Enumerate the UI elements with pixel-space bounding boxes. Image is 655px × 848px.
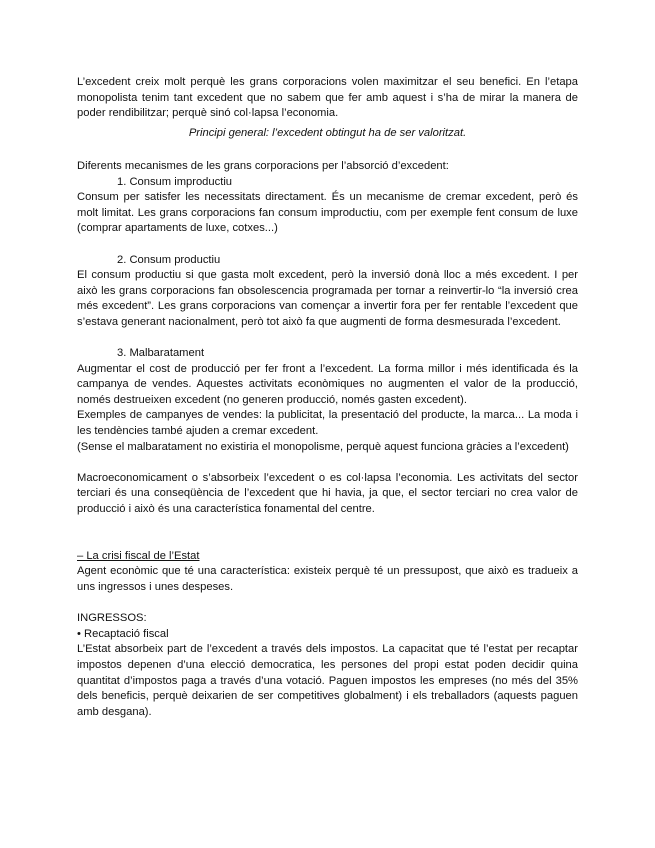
spacer [77,455,578,471]
mechanisms-intro: Diferents mecanismes de les grans corporacions per l’absorció d’excedent: [77,159,449,172]
mechanism-2-text: El consum productiu si que gasta molt excedent, però la inversió donà lloc a més excedent. I per això les grans corporacions fan obsolescencia programada per tornar a reinvertir-lo “la inversió crea més excedent”. Les grans corporacions van començar a invertir fora per fer rentable l’excedent que s’estava generant nacionalment, però tot això fa que augmenti de forma desmesurada l’excedent. [77,269,578,328]
intro-paragraph: L’excedent creix molt perquè les grans corporacions volen maximitzar el seu benefici. En l’etapa monopolista tenim tant excedent que no sabem que fer amb aquest i s’ha de mirar la manera de poder rendibilitzar; perquè sinó col·lapsa l’economia. [77,76,578,120]
mechanism-1-text: Consum per satisfer les necessitats directament. És un mecanisme de cremar excedent, però és molt limitat. Les grans corporacions fan consum improductiu, com per exemple fent consum de luxe (comprar apartaments de luxe, cotxes...) [77,191,578,235]
bullet-fiscal: • Recaptació fiscal [77,627,169,640]
spacer [77,518,578,534]
spacer [77,596,578,612]
spacer [77,331,578,347]
mechanism-3-text-2: Exemples de campanyes de vendes: la publicitat, la presentació del producte, la marca... La moda i les tendències també ajuden a cremar excedent. [77,409,578,438]
section-title: – La crisi fiscal de l’Estat [77,549,200,562]
section-text: Agent econòmic que té una característica: existeix perquè té un pressupost, que això es tradueix a uns ingressos i unes despeses. [77,565,578,593]
spacer [77,533,578,549]
mechanism-3-title: 3. Malbaratament [117,347,205,360]
fiscal-text: L’Estat absorbeix part de l’excedent a través dels impostos. La capacitat que té l’estat per recaptar impostos depenen d’una elecció democratica, les persones del propi estat poden decidir quina quantitat d’impostos paga a través d’una votació. Paguen impostos les empreses (no més del 35% dels beneficis, perquè deixarien de ser competitives globalment) i els treballadors (aquests paguen amb desgana). [77,643,578,718]
mechanism-2-title: 2. Consum productiu [117,253,221,266]
income-heading: INGRESSOS: [77,612,147,625]
mechanism-3-text-3: (Sense el malbaratament no existiria el monopolisme, perquè aquest funciona gràcies a l’excedent) [77,440,569,453]
spacer [77,237,578,253]
document-body [77,75,578,720]
macro-paragraph: Macroeconomicament o s’absorbeix l’excedent o es col·lapsa l’economia. Les activitats del sector terciari és una conseqüència de l’excedent que hi havia, ja que, el sector terciari no crea valor de producció i això és una característica fonamental del centre. [77,471,578,516]
principle-line: Principi general: l’excedent obtingut ha de ser valoritzat. [188,126,467,139]
spacer [77,141,578,157]
mechanism-1-title: 1. Consum improductiu [117,175,233,188]
mechanism-3-text-1: Augmentar el cost de producció per fer front a l’excedent. La forma millor i més identificada és la campanya de vendes. Aquestes activitats econòmiques no augmenten el valor de la producció, només destrueixen excedent (no generen producció, només gasten excedent). [77,362,578,406]
